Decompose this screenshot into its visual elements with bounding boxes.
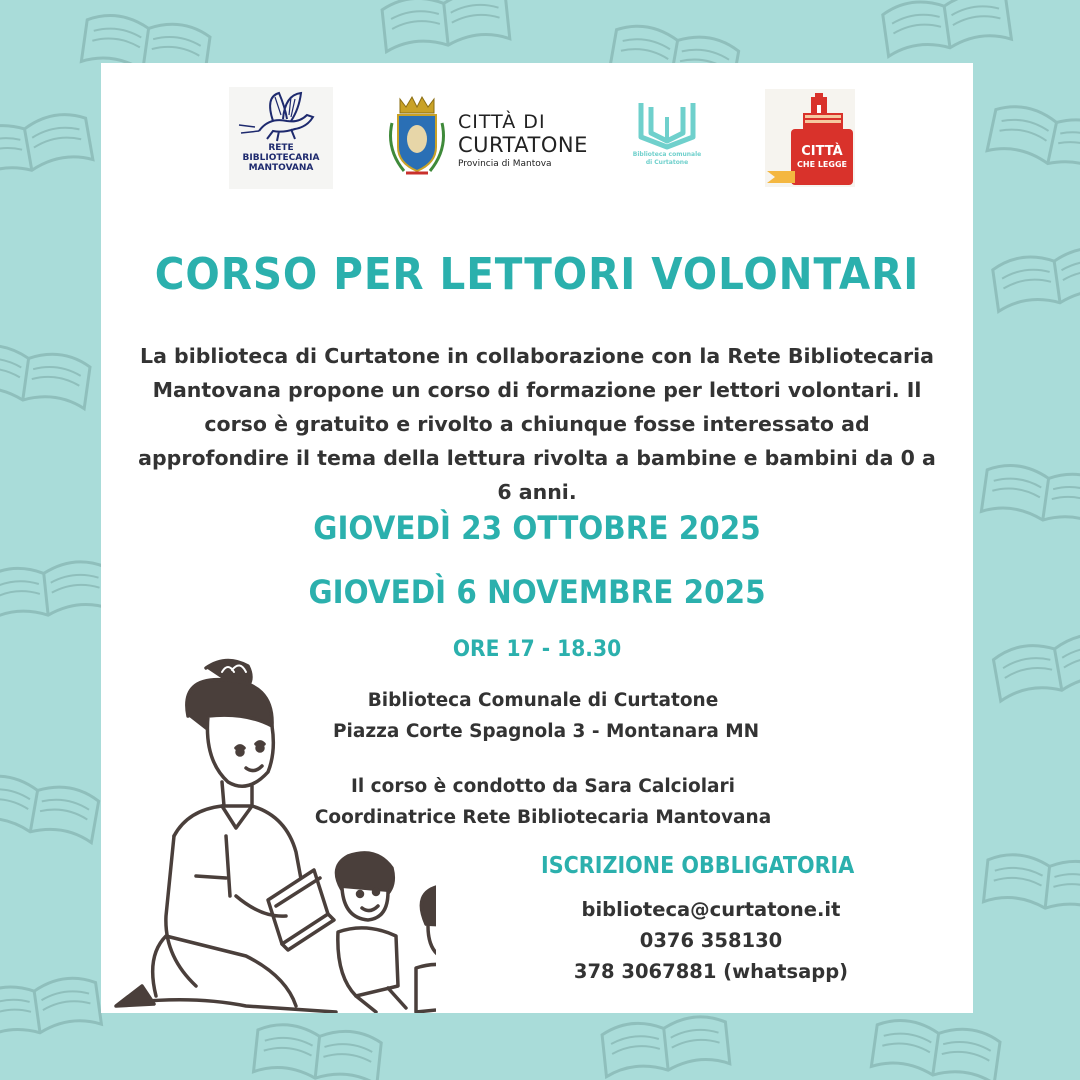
cittalegge-logo-line2: CHE LEGGE [797, 160, 847, 169]
contact-phone[interactable]: 0376 358130 [639, 929, 783, 952]
rete-bibliotecaria-logo [229, 87, 333, 189]
biblioteca-comunale-logo [631, 97, 703, 181]
citta-che-legge-logo [765, 89, 855, 187]
pegasus-icon [229, 87, 333, 147]
poster-card [101, 63, 973, 1013]
rete-logo-line1: RETE [268, 143, 294, 153]
citta-di-curtatone-logo [384, 93, 596, 183]
comune-logo-line2: CURTATONE [458, 133, 588, 157]
comune-logo-line1: CITTÀ DI [458, 111, 546, 133]
registration-title: ISCRIZIONE OBBLIGATORIA [541, 853, 855, 879]
biblioteca-logo-line2: di Curtatone [645, 159, 689, 166]
comune-logo-line3: Provincia di Mantova [458, 159, 552, 169]
contacts-block [556, 894, 866, 987]
course-time: ORE 17 - 18.30 [452, 637, 622, 662]
rete-logo-line2: BIBLIOTECARIA [242, 153, 320, 163]
venue-name: Biblioteca Comunale di Curtatone [367, 690, 719, 711]
cittalegge-logo-line1: CITTÀ [801, 144, 843, 159]
teacher-line1: Il corso è condotto da Sara Calciolari [351, 776, 735, 797]
contact-whatsapp[interactable]: 378 3067881 (whatsapp) [573, 960, 849, 983]
course-date-1: GIOVEDÌ 23 OTTOBRE 2025 [313, 509, 761, 547]
intro-paragraph: La biblioteca di Curtatone in collaborazione con la Rete Bibliotecaria Mantovana propone un corso di formazione per lettori volontari. Il corso è gratuito e rivolto a chiunque fosse interessato ad approfondire il tema della lettura rivolta a bambine e bambini da 0 a 6 anni. [138, 344, 936, 504]
course-date-2: GIOVEDÌ 6 NOVEMBRE 2025 [308, 573, 766, 611]
venue-address: Piazza Corte Spagnola 3 - Montanara MN [333, 721, 760, 742]
reading-illustration [101, 656, 436, 1013]
rete-logo-line3: MANTOVANA [248, 163, 314, 173]
open-book-icon [631, 97, 703, 151]
coat-of-arms-icon [384, 93, 450, 179]
teacher-line2: Coordinatrice Rete Bibliotecaria Mantovana [314, 807, 772, 828]
biblioteca-logo-line1: Biblioteca comunale [632, 151, 702, 158]
course-title: CORSO PER LETTORI VOLONTARI [154, 249, 920, 300]
citta-che-legge-icon [765, 89, 855, 187]
contact-email[interactable]: biblioteca@curtatone.it [581, 898, 841, 921]
